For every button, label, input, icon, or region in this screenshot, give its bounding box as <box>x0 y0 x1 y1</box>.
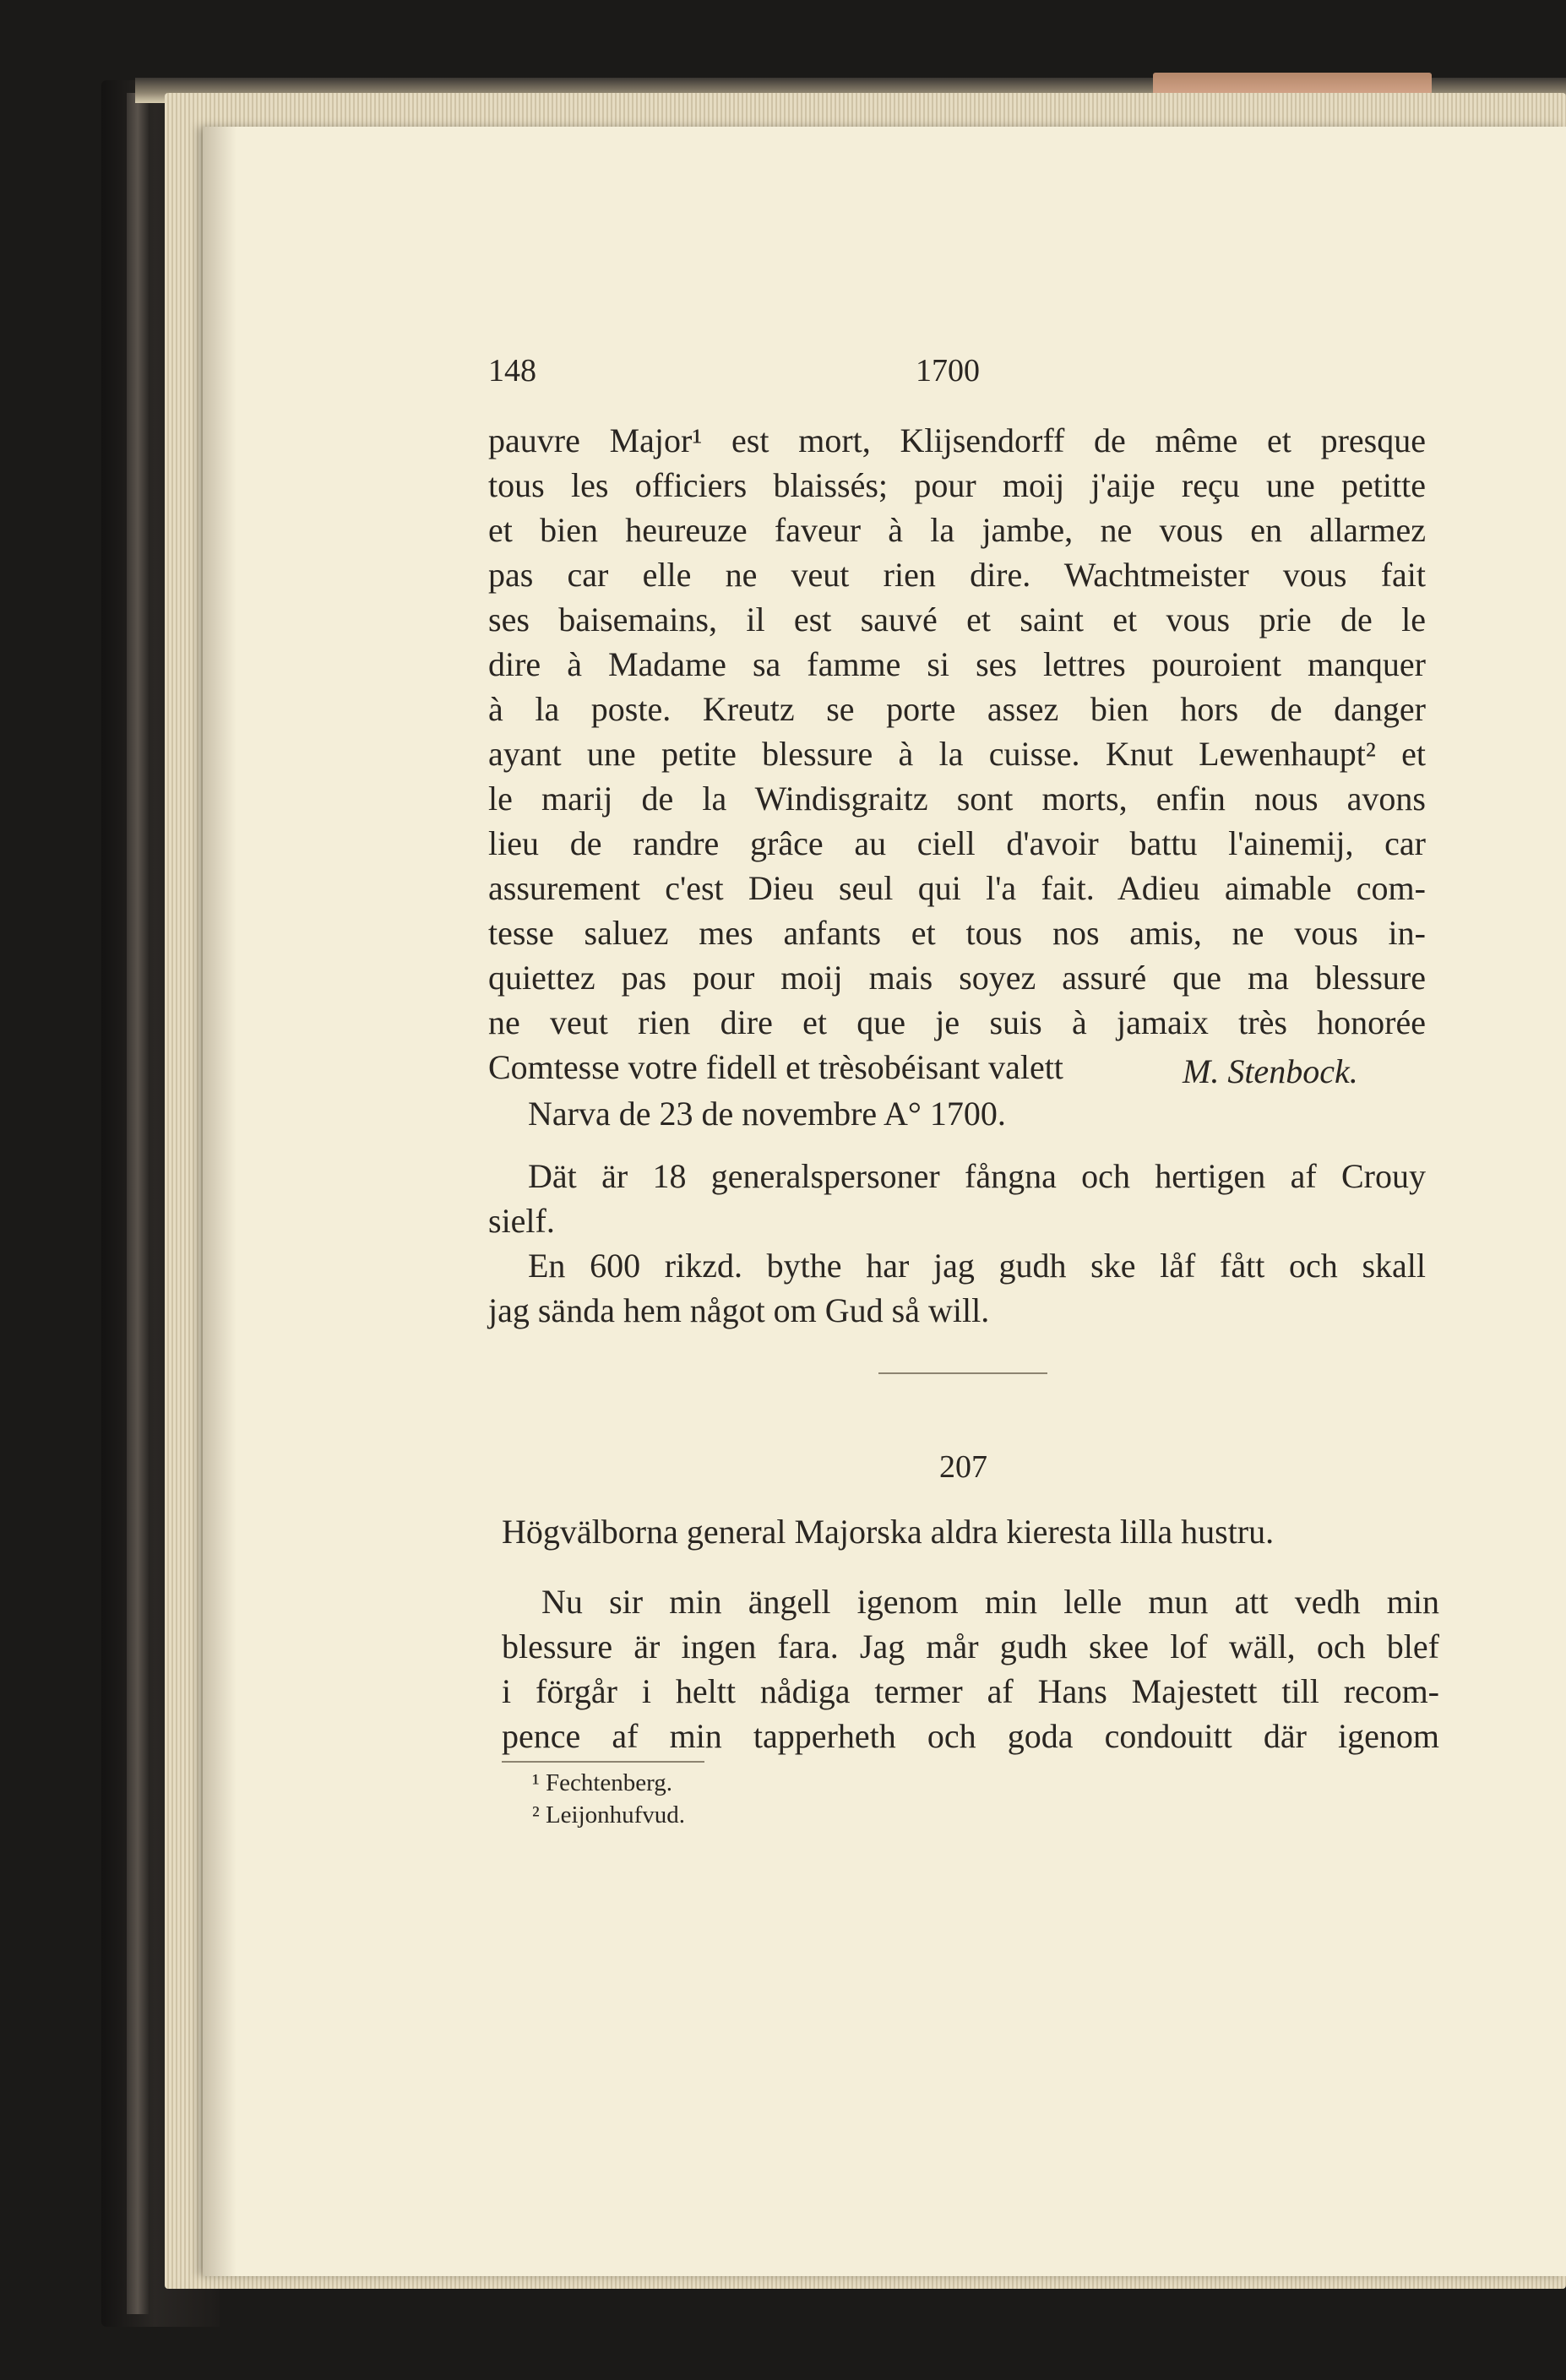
text-line: assurement c'est Dieu seul qui l'a fait. Adieu aimable com- <box>488 869 1426 907</box>
text-line: pence af min tapperheth och goda condouitt där igenom <box>502 1717 1439 1755</box>
text-line: i förgår i heltt nådiga termer af Hans Majestett till recom- <box>502 1672 1439 1710</box>
swedish-postscript <box>488 1154 1426 1333</box>
gutter-shadow <box>203 127 237 2276</box>
text-line: blessure är ingen fara. Jag mår gudh skee lof wäll, och blef <box>502 1627 1439 1665</box>
book-spine-edge <box>127 93 149 2314</box>
text-line: dire à Madame sa famme si ses lettres pouroient manquer <box>488 645 1426 683</box>
text-line: tesse saluez mes anfants et tous nos amis, ne vous in- <box>488 914 1426 952</box>
text-line: et bien heureuze faveur à la jambe, ne vous en allarmez <box>488 511 1426 549</box>
text-line: En 600 rikzd. bythe har jag gudh ske låf fått och skall <box>528 1247 1426 1285</box>
text-line: Dät är 18 generalspersoner fångna och hertigen af Crouy <box>528 1157 1426 1195</box>
footnote-rule <box>502 1761 704 1763</box>
footnotes <box>532 1767 685 1831</box>
footnote: ¹ Fechtenberg. <box>532 1769 672 1796</box>
text-line: ses baisemains, il est sauvé et saint et vous prie de le <box>488 600 1426 638</box>
text-line: lieu de randre grâce au ciell d'avoir battu l'ainemij, car <box>488 824 1426 862</box>
text-line: pas car elle ne veut rien dire. Wachtmeister vous fait <box>488 556 1426 594</box>
dateline: Narva de 23 de novembre A° 1700. <box>528 1095 1006 1133</box>
footnote: ² Leijonhufvud. <box>532 1801 686 1828</box>
text-line: quiettez pas pour moij mais soyez assuré que ma blessure <box>488 959 1426 997</box>
text-line: pauvre Major¹ est mort, Klijsendorff de même et presque <box>488 421 1426 459</box>
text-line: sielf. <box>488 1202 555 1240</box>
text-line: Comtesse votre fidell et trèsobéisant valett <box>488 1048 1063 1086</box>
text-line: ne veut rien dire et que je suis à jamaix très honorée <box>488 1003 1426 1041</box>
french-letter-text <box>488 418 1426 1089</box>
signature: M. Stenbock. <box>1183 1052 1358 1090</box>
salutation: Högvälborna general Majorska aldra kieresta lilla hustru. <box>502 1513 1275 1551</box>
swedish-letter-text <box>502 1579 1439 1758</box>
ribbon-marker <box>1153 73 1432 95</box>
section-divider <box>878 1372 1047 1374</box>
text-line: jag sända hem något om Gud så will. <box>488 1291 990 1329</box>
running-head-year: 1700 <box>916 353 980 389</box>
text-line: ayant une petite blessure à la cuisse. Knut Lewenhaupt² et <box>488 735 1426 773</box>
text-line: Nu sir min ängell igenom min lelle mun att vedh min <box>541 1583 1439 1621</box>
text-line: à la poste. Kreutz se porte assez bien hors de danger <box>488 690 1426 728</box>
text-line: le marij de la Windisgraitz sont morts, enfin nous avons <box>488 780 1426 818</box>
letter-number: 207 <box>939 1449 987 1485</box>
page-number: 148 <box>488 353 536 389</box>
text-line: tous les officiers blaissés; pour moij j'aije reçu une petitte <box>488 466 1426 504</box>
